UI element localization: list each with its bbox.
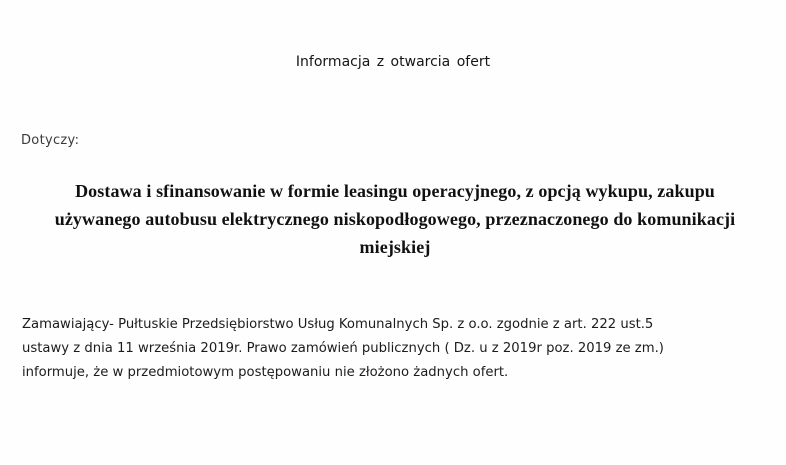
body-line: Zamawiający- Pułtuskie Przedsiębiorstwo Usług Komunalnych Sp. z o.o. zgodnie z art. 222 ust.5 [22, 317, 654, 332]
body-paragraph [22, 313, 782, 385]
subject-line: Dostawa i sfinansowanie w formie leasingu operacyjnego, z opcją wykupu, zakupu [75, 181, 715, 201]
subject-label: Dotyczy: [21, 133, 80, 148]
subject-line: miejskiej [359, 237, 431, 257]
subject-heading [10, 177, 780, 261]
body-line: informuje, że w przedmiotowym postępowaniu nie złożono żadnych ofert. [22, 365, 509, 380]
subject-line: używanego autobusu elektrycznego niskopodłogowego, przeznaczonego do komunikacji [54, 209, 736, 229]
body-line: ustawy z dnia 11 września 2019r. Prawo zamówień publicznych ( Dz. u z 2019r poz. 2019 ze zm.) [22, 341, 664, 356]
document-title: Informacja z otwarcia ofert [295, 54, 491, 70]
